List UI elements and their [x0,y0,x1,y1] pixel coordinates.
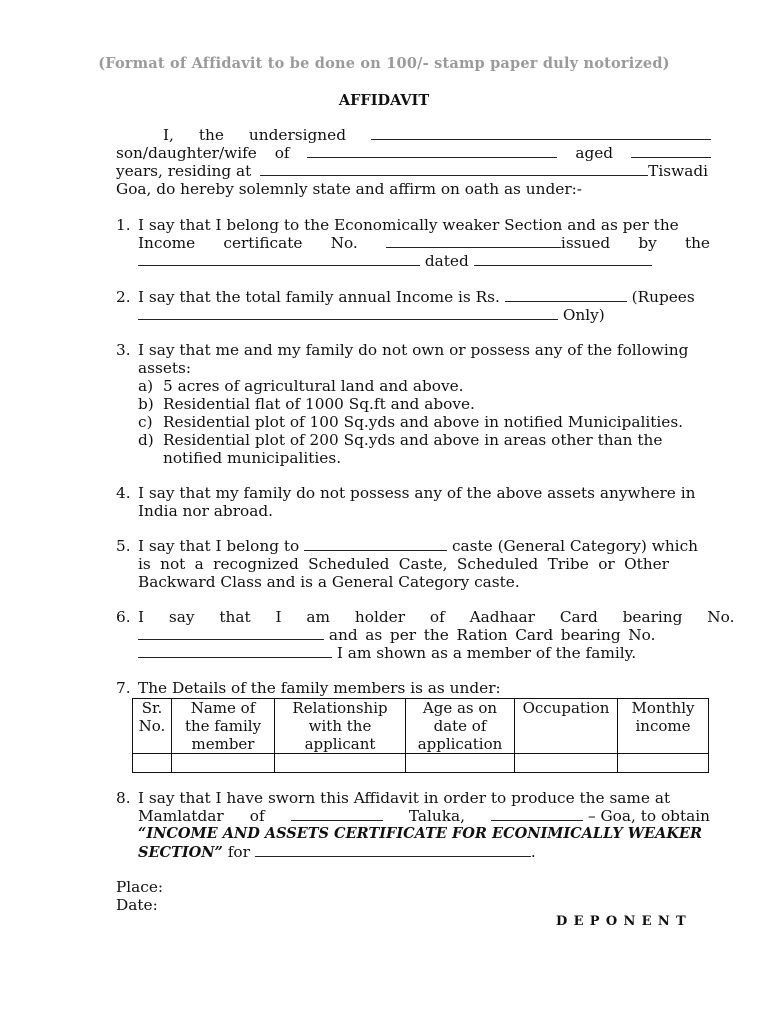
name-blank[interactable] [371,126,711,140]
item-2-line-2: Only) [138,306,605,324]
item-4-line-2: India nor abroad. [138,502,274,520]
item-1-line-1: I say that I belong to the Economically weaker Section and as per the [138,216,679,234]
date-label: Date: [116,896,158,914]
issuing-authority-blank[interactable] [138,252,420,266]
age-blank[interactable] [631,144,711,158]
item-7-line-1: The Details of the family members is as under: [138,679,501,697]
intro-line-2: son/daughter/wife of aged [116,144,711,162]
column-header-sr-no: Sr. No. [133,699,172,754]
sub-item-marker: c) [138,413,153,431]
table-cell[interactable] [618,754,709,773]
goa-location-blank[interactable] [491,807,583,821]
affidavit-title: AFFIDAVIT [338,92,430,109]
item-3-line-2: assets: [138,359,192,377]
aadhaar-number-blank[interactable] [138,626,324,640]
table-cell[interactable] [515,754,618,773]
purpose-blank[interactable] [255,843,531,857]
item-1-line-3: dated [138,252,652,270]
item-number: 1. [116,216,131,234]
deponent-signature-label: DEPONENT [556,914,693,929]
income-in-words-blank[interactable] [138,306,558,320]
item-6-line-3: I am shown as a member of the family. [138,644,636,662]
certificate-name: “INCOME AND ASSETS CERTIFICATE FOR ECONIMICALLY WEAKER [138,825,703,842]
item-5-line-3: Backward Class and is a General Category caste. [138,573,520,591]
item-8-line-1: I say that I have sworn this Affidavit in order to produce the same at [138,789,671,807]
sub-item-text: Residential plot of 100 Sq.yds and above in notified Municipalities. [163,413,684,431]
stamp-paper-note: (Format of Affidavit to be done on 100/- stamp paper duly notorized) [98,55,670,72]
item-5-line-2: is not a recognized Scheduled Caste, Scheduled Tribe or Other [138,555,669,573]
sub-item-marker: d) [138,431,154,449]
item-2-line-1: I say that the total family annual Income is Rs. (Rupees [138,288,695,306]
item-8-line-2: Mamlatdar of Taluka, – Goa, to obtain [138,807,710,825]
item-3-line-1: I say that me and my family do not own or possess any of the following [138,341,689,359]
table-cell[interactable] [133,754,172,773]
item-6-line-2: and as per the Ration Card bearing No. [138,626,655,644]
table-header-row [133,699,709,754]
column-header-name: Name of the family member [172,699,275,754]
sub-item-text: 5 acres of agricultural land and above. [163,377,464,395]
intro-line-1: I, the undersigned [163,126,711,144]
table-cell[interactable] [275,754,406,773]
column-header-age: Age as on date of application [406,699,515,754]
item-number: 2. [116,288,131,306]
item-number: 3. [116,341,131,359]
income-certificate-number-blank[interactable] [386,234,561,248]
ration-card-number-blank[interactable] [138,644,332,658]
table-cell[interactable] [406,754,515,773]
sub-item-marker: a) [138,377,154,395]
parent-name-blank[interactable] [307,144,557,158]
intro-line-4: Goa, do hereby solemnly state and affirm on oath as under:- [116,180,582,198]
taluka-blank[interactable] [291,807,383,821]
column-header-occupation: Occupation [515,699,618,754]
item-number: 6. [116,608,131,626]
sub-item-marker: b) [138,395,154,413]
item-number: 4. [116,484,131,502]
item-8-line-4: SECTION” for . [138,843,536,861]
sub-item-text: Residential plot of 200 Sq.yds and above in areas other than the [163,431,663,449]
item-number: 5. [116,537,131,555]
income-amount-blank[interactable] [505,288,627,302]
item-5-line-1: I say that I belong to caste (General Category) which [138,537,698,555]
column-header-monthly-income: Monthly income [618,699,709,754]
item-1-line-2: Income certificate No. issued by the [138,234,710,252]
column-header-relationship: Relationship with the applicant [275,699,406,754]
caste-blank[interactable] [304,537,447,551]
certificate-date-blank[interactable] [474,252,652,266]
item-number: 7. [116,679,131,697]
item-6-line-1: I say that I am holder of Aadhaar Card bearing No. [138,608,735,626]
place-label: Place: [116,878,164,896]
sub-item-text: notified municipalities. [163,449,342,467]
residence-blank[interactable] [260,162,648,176]
table-cell[interactable] [172,754,275,773]
sub-item-text: Residential flat of 1000 Sq.ft and above. [163,395,475,413]
item-number: 8. [116,789,131,807]
family-members-table [132,698,709,773]
table-row [133,754,709,773]
item-4-line-1: I say that my family do not possess any of the above assets anywhere in [138,484,696,502]
intro-line-3: years, residing at Tiswadi [116,162,708,180]
